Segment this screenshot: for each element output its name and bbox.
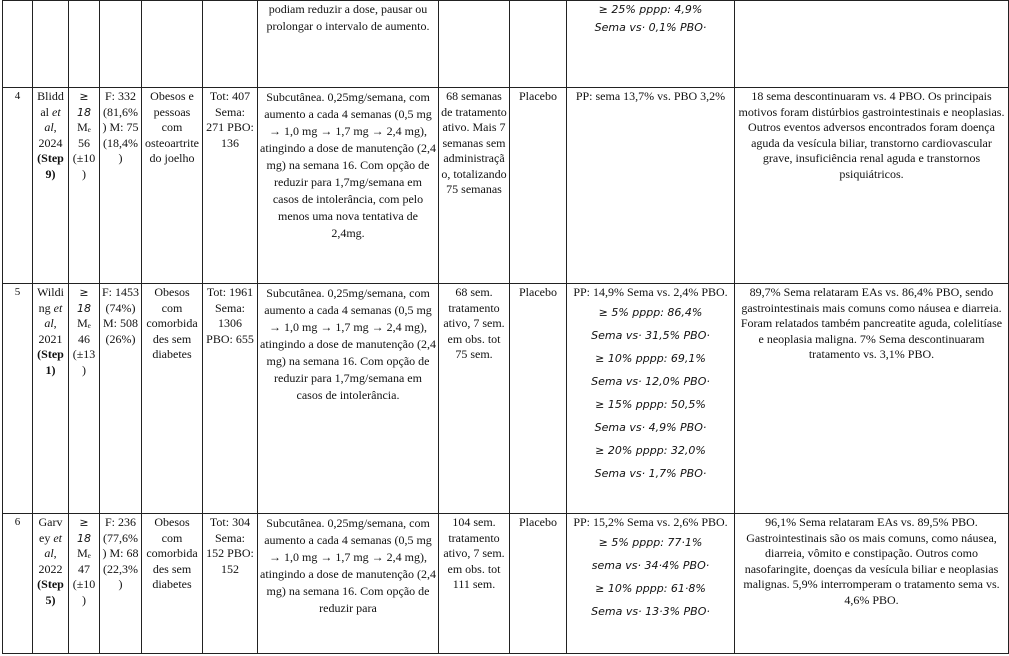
duration-cell [439, 1, 510, 88]
efficacy-main: PP: 14,9% Sema vs. 2,4% PBO. [573, 285, 728, 299]
age-sd: (±13) [72, 347, 96, 377]
study-table [2, 0, 1009, 654]
efficacy-cell [567, 284, 735, 514]
age-min: ≥ 18 [77, 90, 91, 119]
age-cell [69, 284, 100, 514]
age-sd: (±10) [72, 151, 96, 181]
sample-size-cell: Tot: 1961 Sema: 1306 PBO: 655 [203, 284, 258, 514]
population-cell: Obesos e pessoas com osteoartrite do joelho [142, 88, 203, 284]
dose-cell: Subcutânea. 0,25mg/semana, com aumento a cada 4 semanas (0,5 mg → 1,0 mg → 1,7 mg → 2,4 mg), atingindo a dose de manutenção (2,4 mg) na semana 16. Com opção de reduzir para 1,7mg/semana em casos de intolerância, com pelo menos uma nova tentativa de 2,4mg. [258, 88, 439, 284]
author-year: , 2021 [38, 316, 63, 346]
efficacy-line: Sema vs· 31,5% PBO· [591, 328, 710, 342]
author-year: , 2024 [38, 120, 63, 150]
sex-cell: F: 1453 (74%) M: 508 (26%) [100, 284, 142, 514]
efficacy-cell [567, 88, 735, 284]
efficacy-line: Sema vs· 12,0% PBO· [591, 374, 710, 388]
population-cell: Obesos com comorbidades sem diabetes [142, 284, 203, 514]
efficacy-main: PP: sema 13,7% vs. PBO 3,2% [575, 89, 726, 103]
age-min: ≥ 18 [77, 286, 91, 315]
age-cell [69, 1, 100, 88]
efficacy-line: ≥ 10% pppp: 69,1% [595, 351, 706, 365]
efficacy-cell [567, 1, 735, 88]
author-cell [33, 514, 69, 654]
table-row [3, 1, 1009, 88]
author-cell [33, 284, 69, 514]
row-number [3, 1, 33, 88]
age-cell [69, 88, 100, 284]
age-cell [69, 514, 100, 654]
author-name: Wildi ng [37, 285, 64, 315]
table-row [3, 514, 1009, 654]
age-min: ≥ 18 [77, 516, 91, 545]
author-cell [33, 1, 69, 88]
age-mean: Mₑ 56 [77, 120, 91, 150]
efficacy-line: Sema vs· 13·3% PBO· [591, 604, 710, 618]
row-number: 6 [3, 514, 33, 654]
duration-cell: 68 semanas de tratamento ativo. Mais 7 semanas sem administração, totalizando 75 semanas [439, 88, 510, 284]
efficacy-line: ≥ 15% pppp: 50,5% [595, 397, 706, 411]
author-year: , 2022 [38, 546, 63, 576]
efficacy-line: ≥ 10% pppp: 61·8% [595, 581, 706, 595]
adverse-events-cell: 89,7% Sema relataram EAs vs. 86,4% PBO, sendo gastrointestinais mais comuns como náusea e diarreia. Foram relatados também pancreatite aguda, colelitíase e neoplasia maligna. 7% Sema descontinuaram tratamento vs. 3,1% PBO. [735, 284, 1009, 514]
author-cell [33, 88, 69, 284]
dose-cell [258, 1, 439, 88]
efficacy-line: ≥ 5% pppp: 77·1% [598, 535, 703, 549]
efficacy-line: sema vs· 34·4% PBO· [591, 558, 710, 572]
author-etal: et al [44, 300, 63, 330]
sample-size-cell [203, 1, 258, 88]
adverse-events-cell [735, 1, 1009, 88]
comparator-cell [510, 1, 567, 88]
age-mean: Mₑ 46 [77, 316, 91, 346]
comparator-cell: Placebo [510, 514, 567, 654]
efficacy-line: ≥ 25% pppp: 4,9% [598, 3, 703, 16]
efficacy-main: PP: 15,2% Sema vs. 2,6% PBO. [573, 515, 728, 529]
row-number: 5 [3, 284, 33, 514]
dose-text: podiam reduzir a dose, pausar ou prolongar o intervalo de aumento. [266, 2, 430, 33]
study-name: (Step 1) [37, 347, 64, 377]
efficacy-cell [567, 514, 735, 654]
dose-cell: Subcutânea. 0,25mg/semana, com aumento a cada 4 semanas (0,5 mg → 1,0 mg → 1,7 mg → 2,4 mg), atingindo a dose de manutenção (2,4 mg) na semana 16. Com opção de reduzir para 1,7mg/semana em casos de intolerância. [258, 284, 439, 514]
author-name: Blidd al [37, 89, 64, 119]
sex-cell: F: 236 (77,6%) M: 68 (22,3%) [100, 514, 142, 654]
table-row [3, 88, 1009, 284]
author-name: Garv ey [38, 515, 63, 545]
efficacy-line: ≥ 5% pppp: 86,4% [598, 305, 703, 319]
study-name: (Step 5) [37, 577, 64, 607]
age-mean: Mₑ 47 [77, 546, 91, 576]
population-cell [142, 1, 203, 88]
age-sd: (±10) [72, 577, 96, 607]
sex-cell: F: 332 (81,6%) M: 75 (18,4%) [100, 88, 142, 284]
author-etal: et al [44, 104, 61, 134]
sample-size-cell: Tot: 304 Sema: 152 PBO: 152 [203, 514, 258, 654]
sex-cell [100, 1, 142, 88]
efficacy-line: Sema vs· 1,7% PBO· [594, 466, 707, 480]
comparator-cell: Placebo [510, 284, 567, 514]
adverse-events-cell: 96,1% Sema relataram EAs vs. 89,5% PBO. Gastrointestinais são os mais comuns, como náusea, diarreia, vômito e constipação. Outros como nasofaringite, doenças da vesícula biliar e neoplasias malignas. 5,9% interromperam o tratamento sema vs. 4,6% PBO. [735, 514, 1009, 654]
sample-size-cell: Tot: 407 Sema: 271 PBO: 136 [203, 88, 258, 284]
table-row [3, 284, 1009, 514]
population-cell: Obesos com comorbidades sem diabetes [142, 514, 203, 654]
dose-cell: Subcutânea. 0,25mg/semana, com aumento a cada 4 semanas (0,5 mg → 1,0 mg → 1,7 mg → 2,4 mg), atingindo a dose de manutenção (2,4 mg) na semana 16. Com opção de reduzir para [258, 514, 439, 654]
efficacy-line: ≥ 20% pppp: 32,0% [595, 443, 706, 457]
comparator-cell: Placebo [510, 88, 567, 284]
study-name: (Step 9) [37, 151, 64, 181]
duration-cell: 104 sem. tratamento ativo, 7 sem. em obs. tot 111 sem. [439, 514, 510, 654]
duration-cell: 68 sem. tratamento ativo, 7 sem. em obs. tot 75 sem. [439, 284, 510, 514]
adverse-events-cell: 18 sema descontinuaram vs. 4 PBO. Os principais motivos foram distúrbios gastrointestinais e neoplasias. Outros eventos adversos encontrados foram doença aguda da vesícula biliar, transtorno cardiovascular grave, insuficiência renal aguda e transtornos psiquiátricos. [735, 88, 1009, 284]
efficacy-line: Sema vs· 0,1% PBO· [594, 21, 707, 34]
author-etal: et al [44, 530, 62, 560]
efficacy-line: Sema vs· 4,9% PBO· [594, 420, 707, 434]
row-number: 4 [3, 88, 33, 284]
